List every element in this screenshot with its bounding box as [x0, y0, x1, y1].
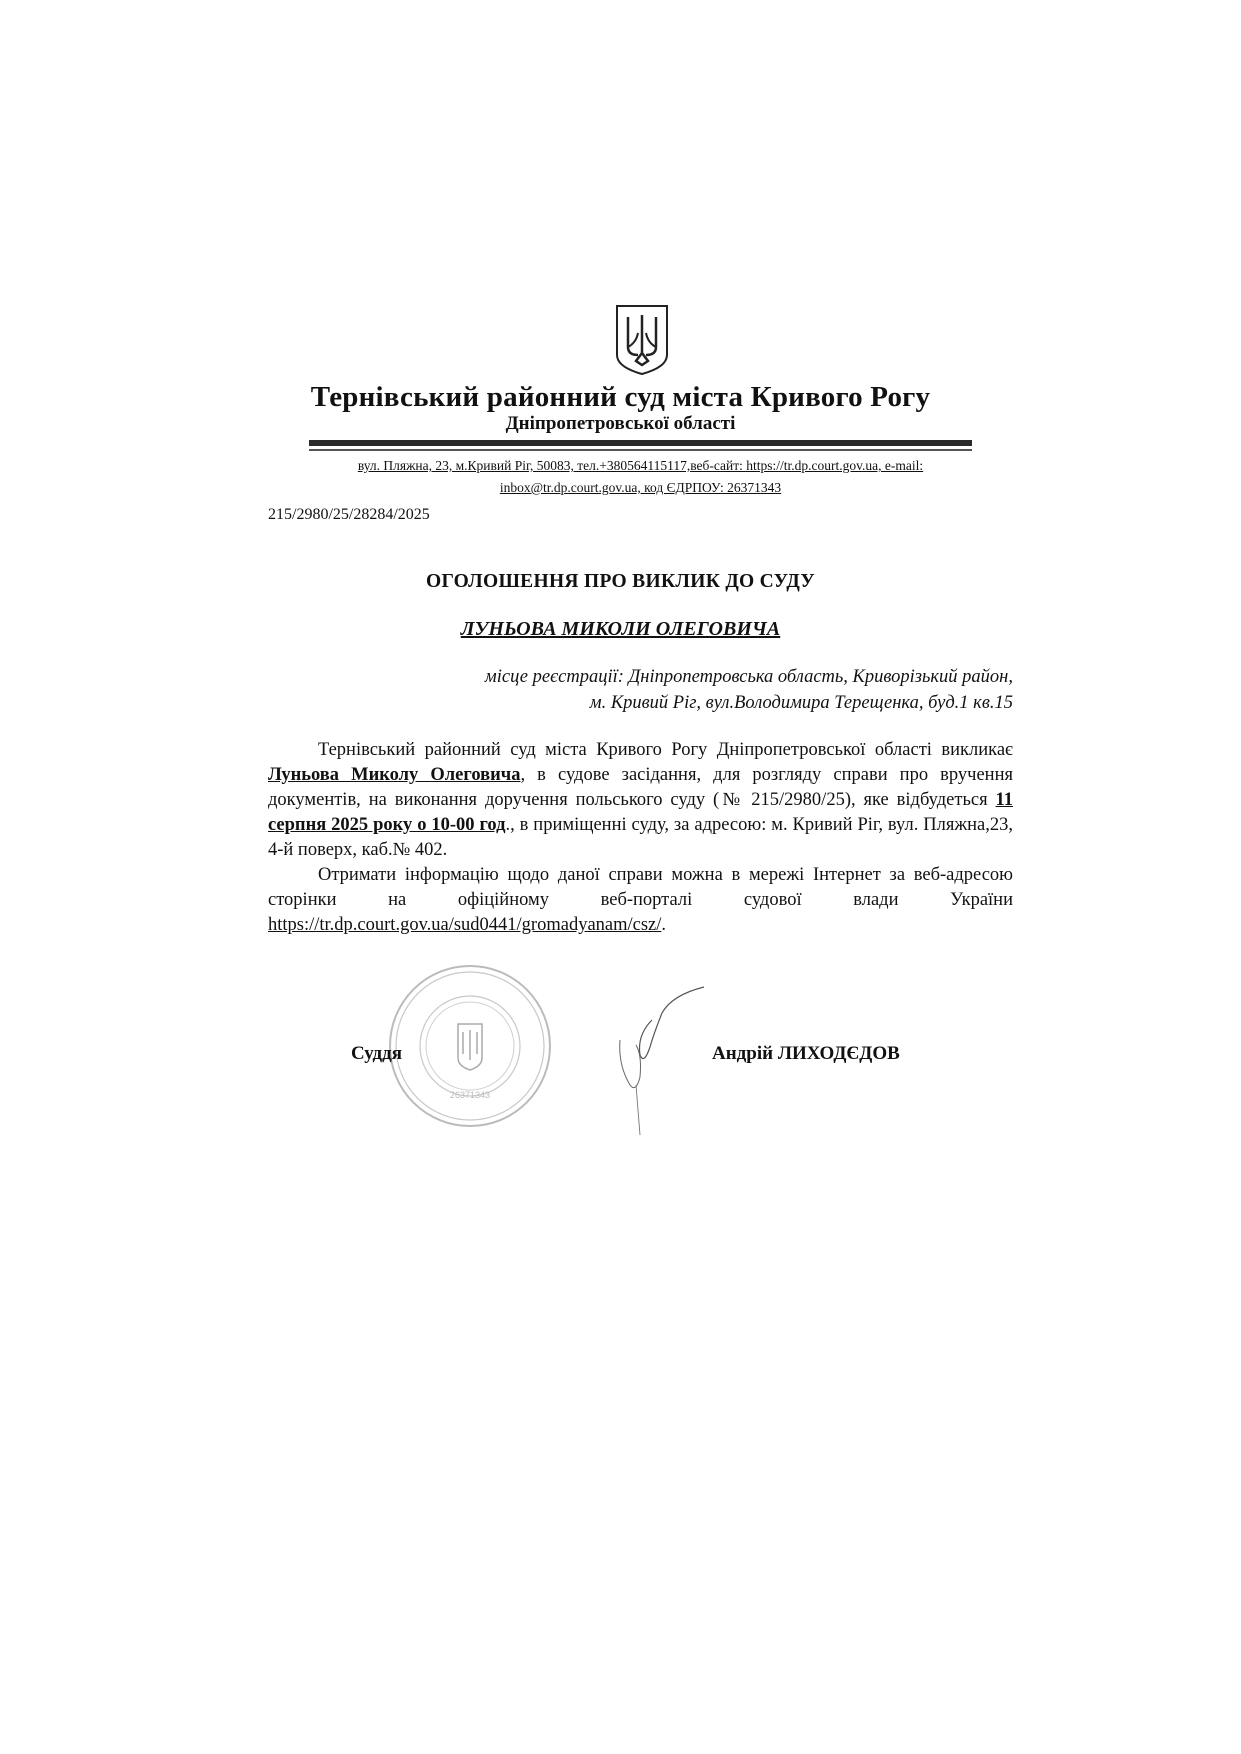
court-contacts	[309, 455, 972, 499]
trident-coat-of-arms-icon	[614, 303, 670, 377]
document-title: ОГОЛОШЕННЯ ПРО ВИКЛИК ДО СУДУ	[425, 571, 816, 592]
info-paragraph	[268, 863, 1013, 938]
hearing-date: 11 серпня 2025 року о 10-00 год	[268, 790, 1013, 835]
contacts-line-1: вул. Пляжна, 23, м.Кривий Ріг, 50083, тел.+380564115117,веб-сайт: https://tr.dp.court.gov.ua, e-mail:	[357, 458, 924, 473]
handwritten-signature-icon	[612, 985, 722, 1150]
court-seal-stamp-icon	[386, 962, 554, 1130]
summons-text-1: Тернівський районний суд міста Кривого Рогу Дніпропетровської області викликає	[318, 740, 1013, 760]
summons-text-2: , в судове засідання, для розгляду справи про вручення документів, на виконання доручення польського суду (№ 215/2980/25), яке відбудеться	[268, 765, 1013, 810]
info-text-end: .	[661, 915, 667, 935]
judge-title: Суддя	[351, 1043, 403, 1064]
summons-paragraph	[268, 738, 1013, 863]
registration-line-1: місце реєстрації: Дніпропетровська область, Криворізький район,	[484, 667, 1013, 687]
header-divider	[309, 440, 972, 446]
header-divider-thin	[309, 449, 972, 451]
document-body	[268, 738, 1013, 938]
court-website-link[interactable]: https://tr.dp.court.gov.ua/sud0441/gromadyanam/csz/	[268, 915, 662, 935]
summons-text-3: ., в приміщенні суду, за адресою: м. Кривий Ріг, вул. Пляжна,23, 4-й поверх, каб.№ 402.	[268, 815, 1013, 860]
case-reference-number: 215/2980/25/28284/2025	[268, 506, 430, 523]
contacts-line-2: inbox@tr.dp.court.gov.ua, код ЄДРПОУ: 26371343	[499, 480, 782, 495]
registration-line-2: м. Кривий Ріг, вул.Володимира Терещенка, буд.1 кв.15	[589, 693, 1013, 713]
info-text: Отримати інформацію щодо даної справи можна в мережі Інтернет за веб-адресою сторінки на офіційному веб-порталі судової влади України	[268, 865, 1013, 910]
summoned-person-name: ЛУНЬОВА МИКОЛИ ОЛЕГОВИЧА	[460, 618, 781, 640]
court-region: Дніпропетровської області	[505, 413, 736, 434]
court-name: Тернівський районний суд міста Кривого Рогу	[310, 381, 931, 413]
registration-address	[420, 664, 1013, 716]
judge-name: Андрій ЛИХОДЄДОВ	[712, 1043, 900, 1064]
stamp-code: 26371343	[449, 1090, 491, 1100]
person-name-inline: Луньова Миколу Олеговича	[268, 765, 521, 785]
